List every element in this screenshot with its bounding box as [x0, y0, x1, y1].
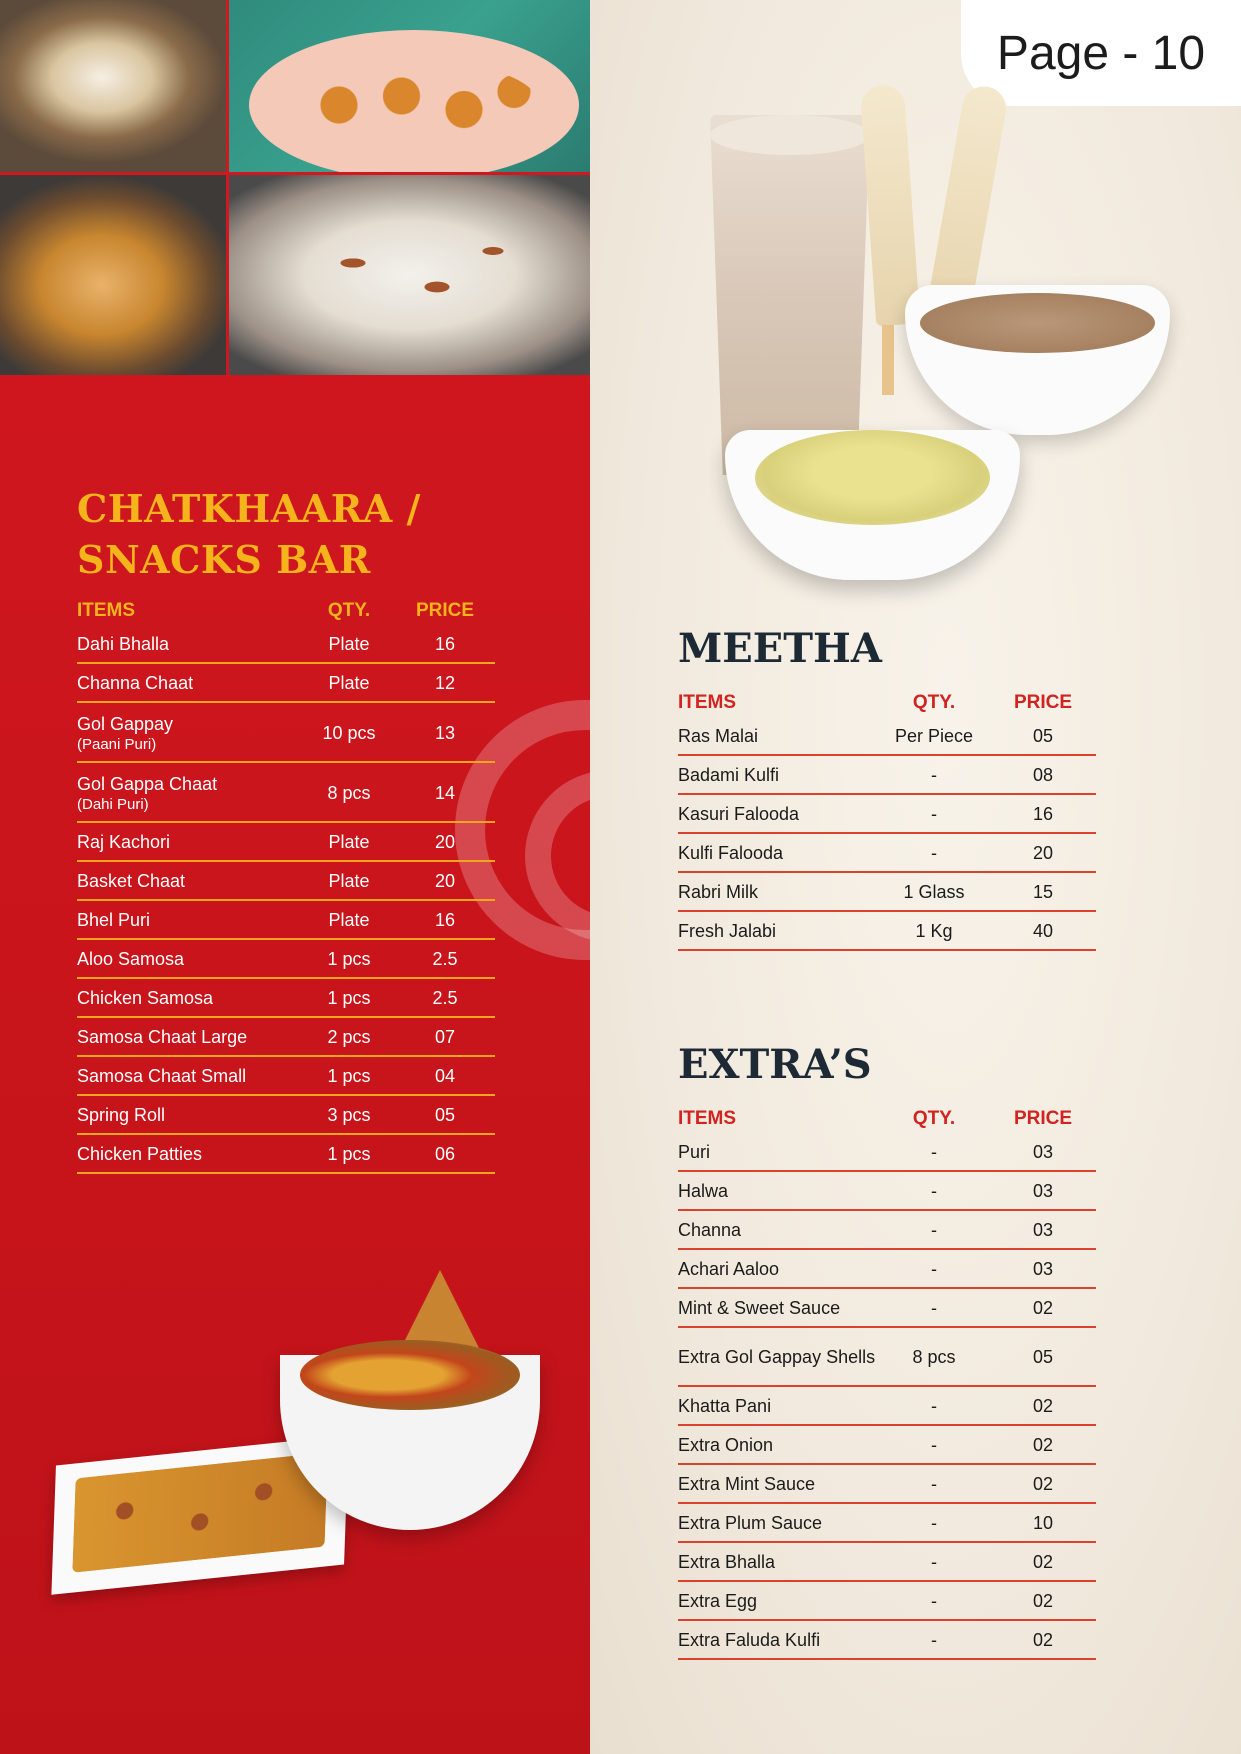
- table-header: [678, 689, 1096, 717]
- item-price: 05: [434, 1105, 456, 1125]
- item-name: Chicken Samosa: [77, 988, 214, 1008]
- item-name: Mint & Sweet Sauce: [678, 1298, 841, 1318]
- snacks-table: [77, 597, 495, 1174]
- item-price: 04: [434, 1066, 456, 1086]
- item-qty: -: [931, 1591, 937, 1611]
- table-row: [678, 1426, 1096, 1465]
- snacks-title-line1: CHATKHAARA /: [77, 486, 421, 531]
- item-price: 03: [1032, 1142, 1054, 1162]
- item-qty: 1 Kg: [915, 921, 953, 941]
- item-name: Extra Bhalla: [678, 1552, 776, 1572]
- table-row: [678, 1465, 1096, 1504]
- item-price: 02: [1032, 1474, 1054, 1494]
- item-price: 02: [1032, 1396, 1054, 1416]
- item-name: Extra Mint Sauce: [678, 1474, 816, 1494]
- table-row: [77, 940, 495, 979]
- table-row: [678, 1289, 1096, 1328]
- meetha-title: MEETHA: [678, 625, 882, 672]
- item-qty: -: [931, 804, 937, 824]
- item-name: Fresh Jalabi: [678, 921, 777, 941]
- item-price: 20: [434, 871, 456, 891]
- item-qty: 1 Glass: [903, 882, 965, 902]
- table-row: [678, 1133, 1096, 1172]
- item-qty: -: [931, 1259, 937, 1279]
- dahi-puri-photo: [0, 175, 226, 375]
- table-row: [678, 1250, 1096, 1289]
- gol-gappay-photo: [229, 0, 590, 172]
- item-price: 10: [1032, 1513, 1054, 1533]
- item-name: Raj Kachori: [77, 832, 171, 852]
- item-qty: Per Piece: [894, 726, 974, 746]
- item-price: 05: [1032, 726, 1054, 746]
- item-qty: 8 pcs: [912, 1347, 956, 1367]
- table-row: [678, 1582, 1096, 1621]
- table-row: [678, 756, 1096, 795]
- item-qty: -: [931, 843, 937, 863]
- header-qty: QTY.: [327, 600, 371, 621]
- item-name: Extra Gol Gappay Shells: [678, 1347, 876, 1367]
- item-qty: -: [931, 1220, 937, 1240]
- table-row: [77, 664, 495, 703]
- item-qty: -: [931, 1181, 937, 1201]
- table-header: [678, 1105, 1096, 1133]
- item-name: Samosa Chaat Large: [77, 1027, 248, 1047]
- item-name: Gol Gappay (Paani Puri): [77, 714, 303, 753]
- item-qty: -: [931, 1435, 937, 1455]
- item-name: Extra Plum Sauce: [678, 1513, 823, 1533]
- table-row: [77, 1096, 495, 1135]
- item-name: Basket Chaat: [77, 871, 186, 891]
- item-qty: -: [931, 1142, 937, 1162]
- item-name: Rabri Milk: [678, 882, 759, 902]
- item-name: Channa Chaat: [77, 673, 194, 693]
- item-price: 15: [1032, 882, 1054, 902]
- item-qty: 1 pcs: [327, 1144, 371, 1164]
- table-row: [678, 912, 1096, 951]
- item-qty: -: [931, 1474, 937, 1494]
- item-price: 13: [434, 722, 456, 743]
- table-row: [77, 1018, 495, 1057]
- header-price: PRICE: [1013, 1108, 1073, 1129]
- chaat-photo: [0, 0, 226, 172]
- header-qty: QTY.: [912, 692, 956, 713]
- item-price: 03: [1032, 1259, 1054, 1279]
- item-price: 20: [1032, 843, 1054, 863]
- table-row: [77, 703, 495, 763]
- table-header: [77, 597, 495, 625]
- item-name: Extra Faluda Kulfi: [678, 1630, 821, 1650]
- item-note: (Paani Puri): [77, 735, 157, 753]
- item-price: 02: [1032, 1552, 1054, 1572]
- snacks-title-line2: SNACKS BAR: [77, 537, 371, 582]
- item-price: 20: [434, 832, 456, 852]
- item-name: Samosa Chaat Small: [77, 1066, 247, 1086]
- item-qty: 1 pcs: [327, 1066, 371, 1086]
- food-photo-grid: [0, 0, 590, 375]
- header-price: PRICE: [1013, 692, 1073, 713]
- extras-table: [678, 1105, 1096, 1660]
- item-price: 2.5: [432, 988, 458, 1008]
- item-qty: -: [931, 765, 937, 785]
- item-name: Extra Egg: [678, 1591, 758, 1611]
- item-price: 02: [1032, 1591, 1054, 1611]
- item-qty: -: [931, 1630, 937, 1650]
- item-price: 05: [1032, 1347, 1054, 1367]
- table-row: [678, 1328, 1096, 1387]
- item-qty: 10 pcs: [322, 722, 376, 743]
- item-price: 02: [1032, 1298, 1054, 1318]
- table-row: [678, 795, 1096, 834]
- header-price: PRICE: [415, 600, 475, 621]
- header-items: ITEMS: [678, 692, 737, 713]
- item-price: 16: [1032, 804, 1054, 824]
- item-price: 06: [434, 1144, 456, 1164]
- item-qty: Plate: [328, 832, 370, 852]
- table-row: [77, 763, 495, 823]
- table-row: [678, 1504, 1096, 1543]
- item-qty: -: [931, 1396, 937, 1416]
- table-row: [77, 1057, 495, 1096]
- item-note: (Dahi Puri): [77, 795, 149, 813]
- header-items: ITEMS: [77, 600, 136, 621]
- item-name: Channa: [678, 1220, 742, 1240]
- item-price: 40: [1032, 921, 1054, 941]
- item-qty: -: [931, 1298, 937, 1318]
- table-row: [77, 901, 495, 940]
- item-name: Puri: [678, 1142, 711, 1162]
- table-row: [77, 823, 495, 862]
- item-name: Chicken Patties: [77, 1144, 203, 1164]
- item-qty: 3 pcs: [327, 1105, 371, 1125]
- table-row: [77, 862, 495, 901]
- extras-title: EXTRA’S: [678, 1041, 872, 1088]
- item-name: Aloo Samosa: [77, 949, 185, 969]
- item-price: 08: [1032, 765, 1054, 785]
- page-number-badge: Page - 10: [961, 0, 1241, 106]
- item-price: 12: [434, 673, 456, 693]
- item-qty: 1 pcs: [327, 949, 371, 969]
- header-qty: QTY.: [912, 1108, 956, 1129]
- item-name: Dahi Bhalla: [77, 634, 170, 654]
- item-price: 02: [1032, 1435, 1054, 1455]
- item-name: Kulfi Falooda: [678, 843, 784, 863]
- item-name: Kasuri Falooda: [678, 804, 800, 824]
- dahi-bhalla-photo: [229, 175, 590, 375]
- table-row: [678, 1211, 1096, 1250]
- meetha-table: [678, 689, 1096, 951]
- item-name: Gol Gappa Chaat (Dahi Puri): [77, 774, 303, 813]
- item-price: 14: [434, 782, 456, 803]
- item-name: Extra Onion: [678, 1435, 774, 1455]
- table-row: [678, 1172, 1096, 1211]
- table-row: [678, 1387, 1096, 1426]
- item-qty: Plate: [328, 871, 370, 891]
- item-price: 02: [1032, 1630, 1054, 1650]
- item-price: 07: [434, 1027, 456, 1047]
- table-row: [678, 1621, 1096, 1660]
- item-name: Badami Kulfi: [678, 765, 780, 785]
- item-qty: Plate: [328, 634, 370, 654]
- item-price: 16: [434, 634, 456, 654]
- item-price: 03: [1032, 1220, 1054, 1240]
- table-row: [77, 625, 495, 664]
- item-price: 03: [1032, 1181, 1054, 1201]
- table-row: [77, 1135, 495, 1174]
- table-row: [678, 1543, 1096, 1582]
- samosa-chaat-and-mix-photo: [55, 1270, 535, 1580]
- falooda-kulfi-rasmalai-photo: [710, 85, 1180, 580]
- table-row: [678, 717, 1096, 756]
- item-qty: Plate: [328, 910, 370, 930]
- item-name: Halwa: [678, 1181, 729, 1201]
- table-row: [678, 834, 1096, 873]
- item-qty: -: [931, 1552, 937, 1572]
- item-qty: Plate: [328, 673, 370, 693]
- header-items: ITEMS: [678, 1108, 737, 1129]
- item-name: Bhel Puri: [77, 910, 151, 930]
- item-qty: -: [931, 1513, 937, 1533]
- item-name: Khatta Pani: [678, 1396, 772, 1416]
- item-name: Spring Roll: [77, 1105, 166, 1125]
- item-qty: 8 pcs: [327, 782, 371, 803]
- snacks-title: [77, 483, 421, 585]
- item-qty: 1 pcs: [327, 988, 371, 1008]
- table-row: [77, 979, 495, 1018]
- item-price: 2.5: [432, 949, 458, 969]
- item-qty: 2 pcs: [327, 1027, 371, 1047]
- table-row: [678, 873, 1096, 912]
- item-name: Ras Malai: [678, 726, 759, 746]
- item-price: 16: [434, 910, 456, 930]
- item-name: Achari Aaloo: [678, 1259, 780, 1279]
